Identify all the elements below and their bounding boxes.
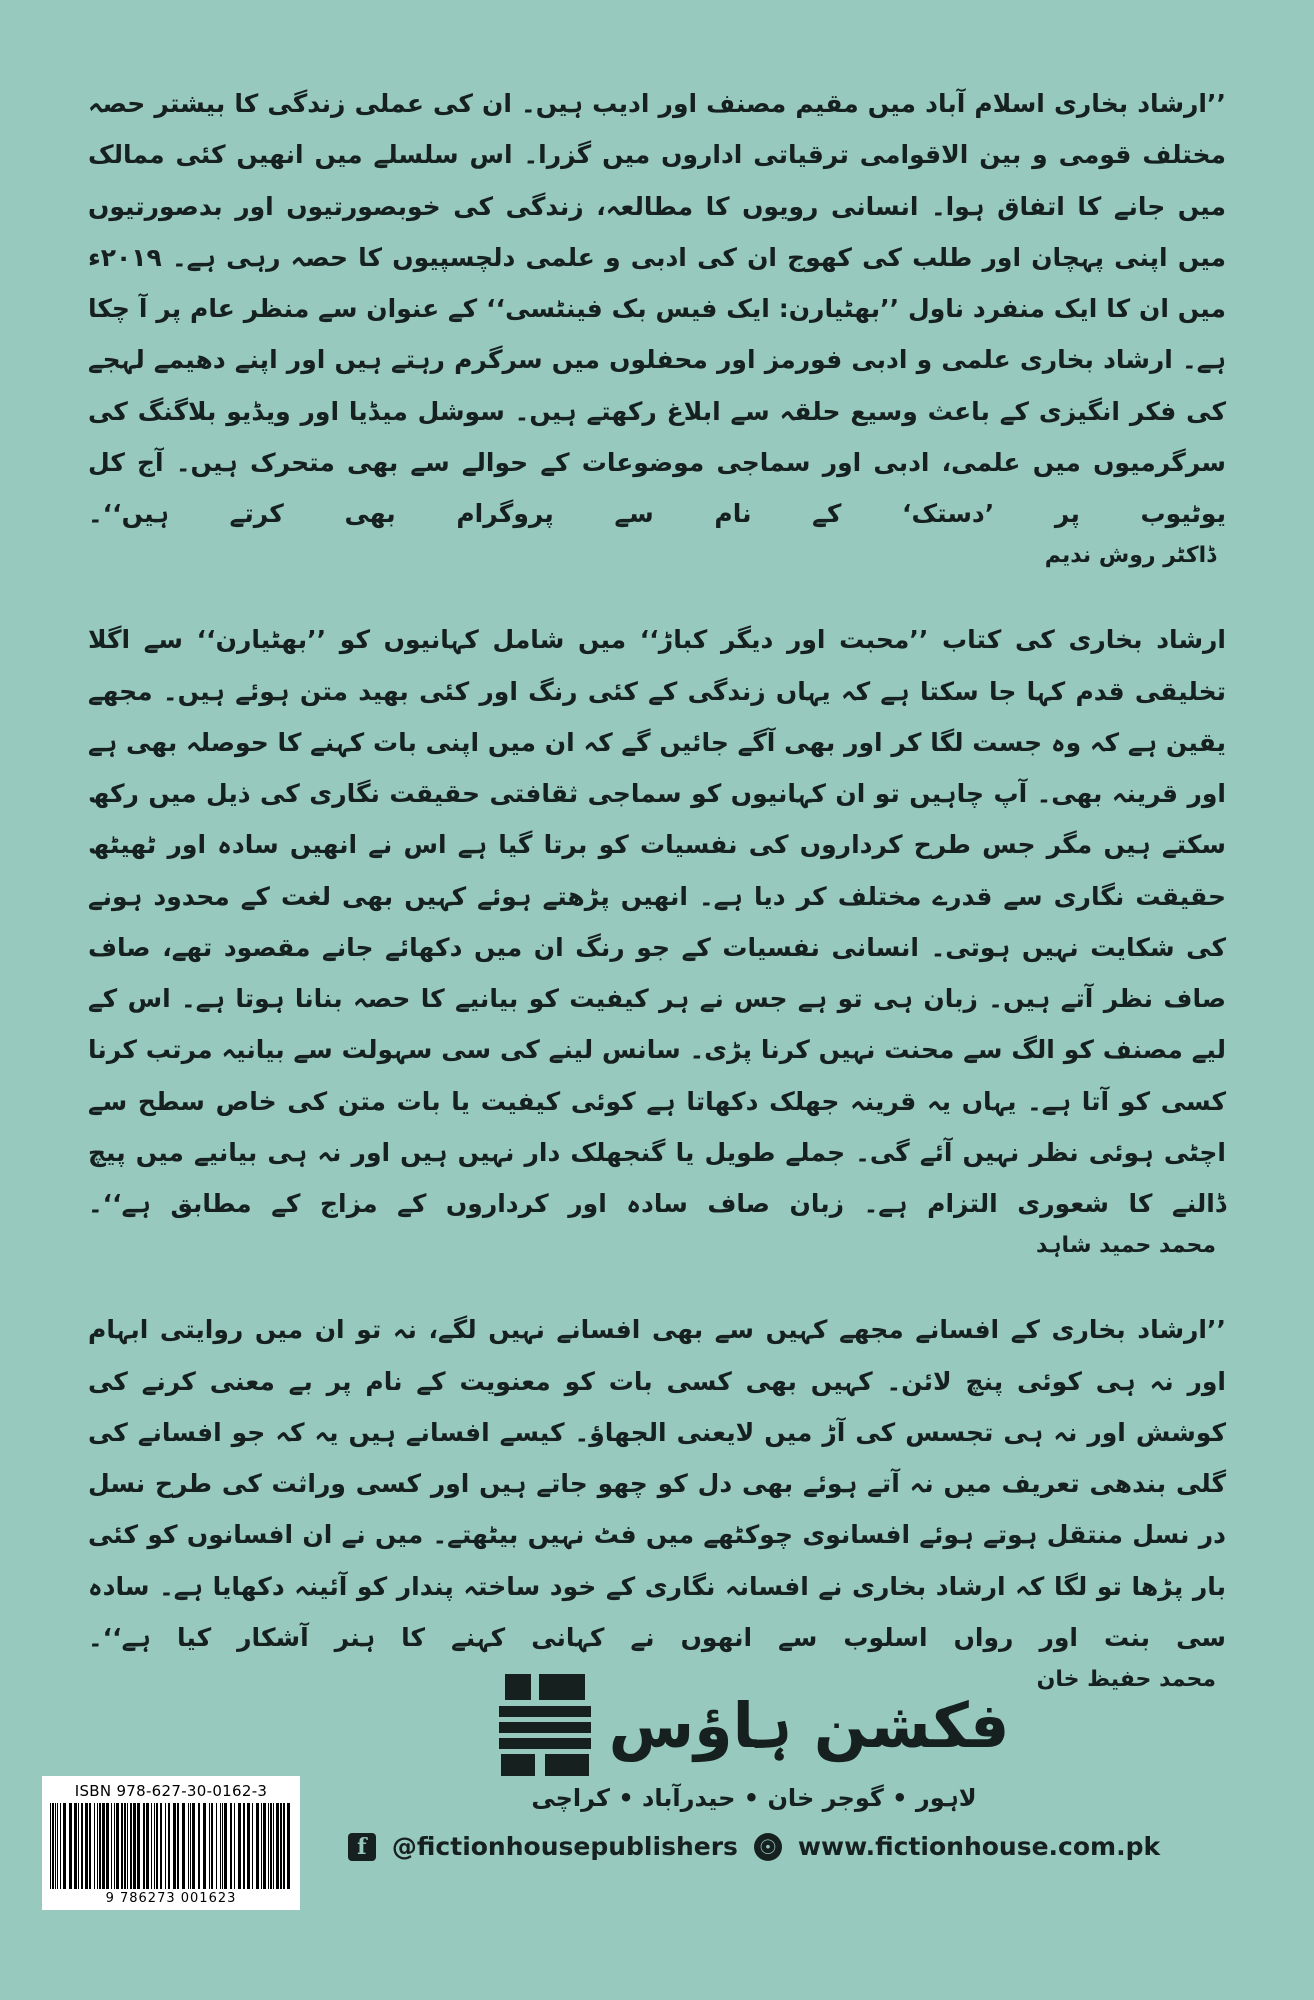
facebook-icon[interactable]: f <box>348 1833 376 1861</box>
blurb-block <box>88 1304 1226 1692</box>
blurb-paragraph: ارشاد بخاری کی کتاب ’’محبت اور دیگر کباڑ‘‘ میں شامل کہانیوں کو ’’بھٹیارن‘‘ سے اگلا تخلیقی قدم کہا جا سکتا ہے کہ یہاں زندگی کے کئی رنگ اور کئی بھید متن ہوئے ہیں۔ مجھے یقین ہے کہ وہ جست لگا کر اور بھی آگے جائیں گے کہ ان میں اپنی بات کہنے کا حوصلہ بھی ہے اور قرینہ بھی۔ آپ چاہیں تو ان کہانیوں کو سماجی ثقافتی حقیقت نگاری کی ذیل میں رکھ سکتے ہیں مگر جس طرح کرداروں کی نفسیات کو برتا گیا ہے اس نے انھیں سادہ اور ٹھیٹھ حقیقت نگاری سے قدرے مختلف کر دیا ہے۔ انھیں پڑھتے ہوئے کہیں بھی لغت کے محدود ہونے کی شکایت نہیں ہوتی۔ انسانی نفسیات کے جو رنگ ان میں دکھائے جانے مقصود تھے، صاف صاف نظر آتے ہیں۔ زبان ہی تو ہے جس نے ہر کیفیت کو بیانیے کا حصہ بنانا ہوتا ہے۔ اس کے لیے مصنف کو الگ سے محنت نہیں کرنا پڑی۔ سانس لینے کی سی سہولت سے بیانیہ مرتب کرنا کسی کو آتا ہے۔ یہاں یہ قرینہ جھلک دکھاتا ہے کوئی کیفیت یا بات متن کی خاص سطح سے اچٹی ہوئی نظر نہیں آئے گی۔ جملے طویل یا گنجھلک دار نہیں ہیں اور نہ ہی بیانیے میں پیچ ڈالنے کا شعوری التزام ہے۔ زبان صاف سادہ اور کرداروں کے مزاج کے مطابق ہے‘‘۔ <box>88 625 1226 1218</box>
blurb-attribution: ڈاکٹر روش ندیم <box>1044 543 1216 569</box>
isbn-label: ISBN 978-627-30-0162-3 <box>74 1782 268 1800</box>
publisher-logo <box>414 1674 1094 1778</box>
barcode-bars <box>50 1803 292 1889</box>
website-url[interactable]: www.fictionhouse.com.pk <box>797 1832 1161 1861</box>
blurb-paragraph: ’’ارشاد بخاری کے افسانے مجھے کہیں سے بھی افسانے نہیں لگے، نہ تو ان میں روایتی ابہام اور نہ ہی کوئی پنچ لائن۔ کہیں بھی کسی بات کو معنویت کے نام پر بے معنی کرنے کی کوشش اور نہ ہی تجسس کی آڑ میں لایعنی الجھاؤ۔ کیسے افسانے ہیں یہ کہ جو افسانے کی گلی بندھی تعریف میں نہ آتے ہوئے بھی دل کو چھو جاتے ہیں اور کسی وراثت کی طرح نسل در نسل منتقل ہوتے ہوئے افسانوی چوکٹھے میں فٹ نہیں بیٹھتے۔ میں نے ان افسانوں کو کئی بار پڑھا تو لگا کہ ارشاد بخاری نے افسانہ نگاری کے خود ساختہ پندار کو آئینہ دکھایا ہے۔ سادہ سی بنت اور رواں اسلوب سے انھوں نے کہانی کہنے کا ہنر آشکار کیا ہے‘‘۔ <box>88 1315 1226 1652</box>
publisher-contact-row <box>357 1832 1161 1861</box>
publisher-cities: لاہور • گوجر خان • حیدرآباد • کراچی <box>531 1784 977 1812</box>
barcode-digits: 9 786273 001623 <box>105 1891 237 1906</box>
publisher-name: فکشن ہاؤس <box>608 1688 1010 1762</box>
blurb-attribution: محمد حمید شاہد <box>1035 1233 1216 1259</box>
book-stack-icon <box>499 1674 591 1778</box>
blurb-attribution: محمد حفیظ خان <box>1036 1667 1216 1692</box>
publisher-footer <box>0 1664 1314 1964</box>
barcode-block <box>42 1776 300 1910</box>
blurbs-container <box>88 78 1226 1692</box>
blurb-text <box>88 614 1226 1229</box>
blurb-paragraph: ’’ارشاد بخاری اسلام آباد میں مقیم مصنف اور ادیب ہیں۔ ان کی عملی زندگی کا بیشتر حصہ مختلف قومی و بین الاقوامی ترقیاتی اداروں میں گزرا۔ اس سلسلے میں انھیں کئی ممالک میں جانے کا اتفاق ہوا۔ انسانی رویوں کا مطالعہ، زندگی کی خوبصورتیوں اور بدصورتیوں میں اپنی پہچان اور طلب کی کھوج ان کی ادبی و علمی دلچسپیوں کا حصہ رہی ہے۔ ۲۰۱۹ء میں ان کا ایک منفرد ناول ’’بھٹیارن: ایک فیس بک فینٹسی‘‘ کے عنوان سے منظر عام پر آ چکا ہے۔ ارشاد بخاری علمی و ادبی فورمز اور محفلوں میں سرگرم رہتے ہیں اور اپنے دھیمے لہجے کی فکر انگیزی کے باعث وسیع حلقہ سے ابلاغ رکھتے ہیں۔ سوشل میڈیا اور ویڈیو بلاگنگ کی سرگرمیوں میں علمی، ادبی اور سماجی موضوعات کے حوالے سے بھی متحرک ہیں۔ آج کل یوٹیوب پر ’دستک‘ کے نام سے پروگرام بھی کرتے ہیں‘‘۔ <box>88 89 1226 528</box>
blurb-text <box>88 78 1226 539</box>
blurb-block <box>88 614 1226 1258</box>
blurb-block <box>88 78 1226 568</box>
facebook-handle[interactable]: @fictionhousepublishers <box>391 1832 738 1861</box>
blurb-text <box>88 1304 1226 1663</box>
globe-icon[interactable]: ☉ <box>754 1833 782 1861</box>
